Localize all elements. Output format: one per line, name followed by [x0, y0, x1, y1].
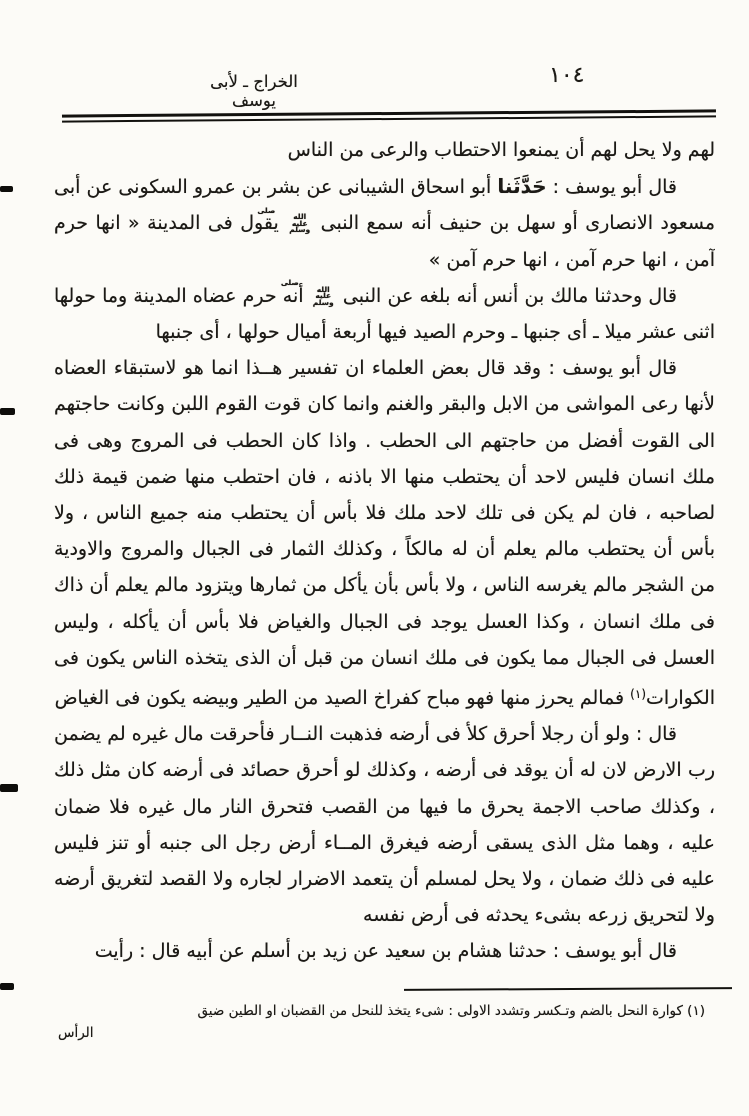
prophet-honorific-seal: صلى الله عليه وسلم — [257, 205, 311, 235]
narration-text: أنه حرم عضاه المدينة وما حولها اثنى عشر ميلا ـ أى جنبها ـ وحرم الصيد فيها أربعة أميال حولها ، أى جنبها — [54, 284, 715, 344]
binding-mark — [0, 186, 13, 192]
paragraph-hadith-2 — [54, 278, 715, 350]
narration-intro: قال أبو يوسف : — [546, 176, 678, 199]
commentary-text: فمالم يحرز منها فهو مباح كفراخ الصيد من الطير وبيضه يكون فى الغياض — [54, 687, 631, 710]
narration-text: يقول فى المدينة « انها حرم آمن ، انها حرم آمن ، انها حرم آمن » — [54, 212, 715, 271]
body-text — [54, 132, 715, 970]
header-rule-bottom — [62, 116, 716, 123]
binding-mark — [0, 983, 14, 990]
commentary-text: قال أبو يوسف : وقد قال بعض العلماء ان تفسير هــذا انما هو لاستبقاء العضاه لأنها رعى المواشى من الابل والبقر والغنم وانما كان قوت القوم اللبن وكانت حاجتهم الى القوت أفضل من حاجتهم الى الحطب . واذا كان الحطب فى المروج وهى فى ملك انسان فليس لاحد أن يحتطب منها الا باذنه ، فان احتطب منها ضمن قيمة ذلك لصاحبه ، فان لم يكن فى تلك لاحد ملك فلا بأس أن يحتطب منه جميع الناس ، ولا بأس أن يحتطب مالم يعلم أن له مالكاً ، وكذلك الثمار فى الجبال والمروج والاودية من الشجر مالم يغرسه الناس ، ولا بأس بأن يأكل من ثمارها ويتزود مالم يعلم أن ذاك فى ملك انسان ، وكذا العسل يوجد فى الجبال والغياض فلا بأس أن يأكله ، وليس العسل فى الجبال مما يكون فى ملك انسان من قبل أن الذى يتخذه الناس يكون فى الكوارات — [54, 357, 715, 710]
page-number: ١٠٤ — [549, 63, 585, 88]
prophet-honorific-seal: صلى الله عليه وسلم — [280, 278, 334, 307]
binding-mark — [0, 784, 18, 792]
footnote-separator — [404, 987, 732, 991]
haddathana-emphasis: حَدَّثَنا — [497, 174, 547, 199]
footnote-ref: (١) — [630, 687, 646, 702]
narration-text: قال وحدثنا مالك بن أنس أنه بلغه عن النبى — [336, 284, 678, 307]
paragraph-fire-ruling: قال : ولو أن رجلا أحرق كلأ فى أرضه فذهبت النــار فأحرقت مال غيره لم يضمن رب الارض لان له أن يوقد فى أرضه ، وكذلك لو أحرق حصائد فى أرضه كان مثل ذلك ، وكذلك صاحب الاجمة يحرق ما فيها من القصب فتحرق النار مال غيره فلا ضمان عليه ، وهما مثل الذى يسقى أرضه فيغرق المــاء أرض رجل الى جنبه أو تنز فليس عليه فى ذلك ضمان ، ولا يحل لمسلم أن يتعمد الاضرار لجاره ولا القصد لتغريق أرضه ولا لتحريق زرعه بشىء يحدثه فى أرض نفسه — [54, 723, 715, 927]
footnote — [58, 1000, 705, 1044]
footnote-continuation: الرأس — [58, 1025, 94, 1041]
binding-mark — [0, 408, 15, 415]
paragraph-commentary — [54, 350, 715, 716]
book-title: الخراج ـ لأبى يوسف — [210, 72, 298, 110]
paragraph-continuation: لهم ولا يحل لهم أن يمنعوا الاحتطاب والرعى من الناس — [287, 139, 715, 161]
narration-text: أبو اسحاق الشيبانى عن بشر بن عمرو السكونى عن أبى مسعود الانصارى أو سهل بن حنيف أنه سمع النبى — [54, 176, 715, 235]
paragraph-hadith-1 — [54, 168, 715, 278]
paragraph-hadith-3: قال أبو يوسف : حدثنا هشام بن سعيد عن زيد بن أسلم عن أبيه قال : رأيت — [94, 940, 677, 963]
footnote-text: (١) كوارة النحل بالضم وتـكسر وتشدد الاولى : شىء يتخذ للنحل من القضبان او الطين ضيق — [197, 1003, 705, 1019]
header-rule — [62, 109, 716, 122]
